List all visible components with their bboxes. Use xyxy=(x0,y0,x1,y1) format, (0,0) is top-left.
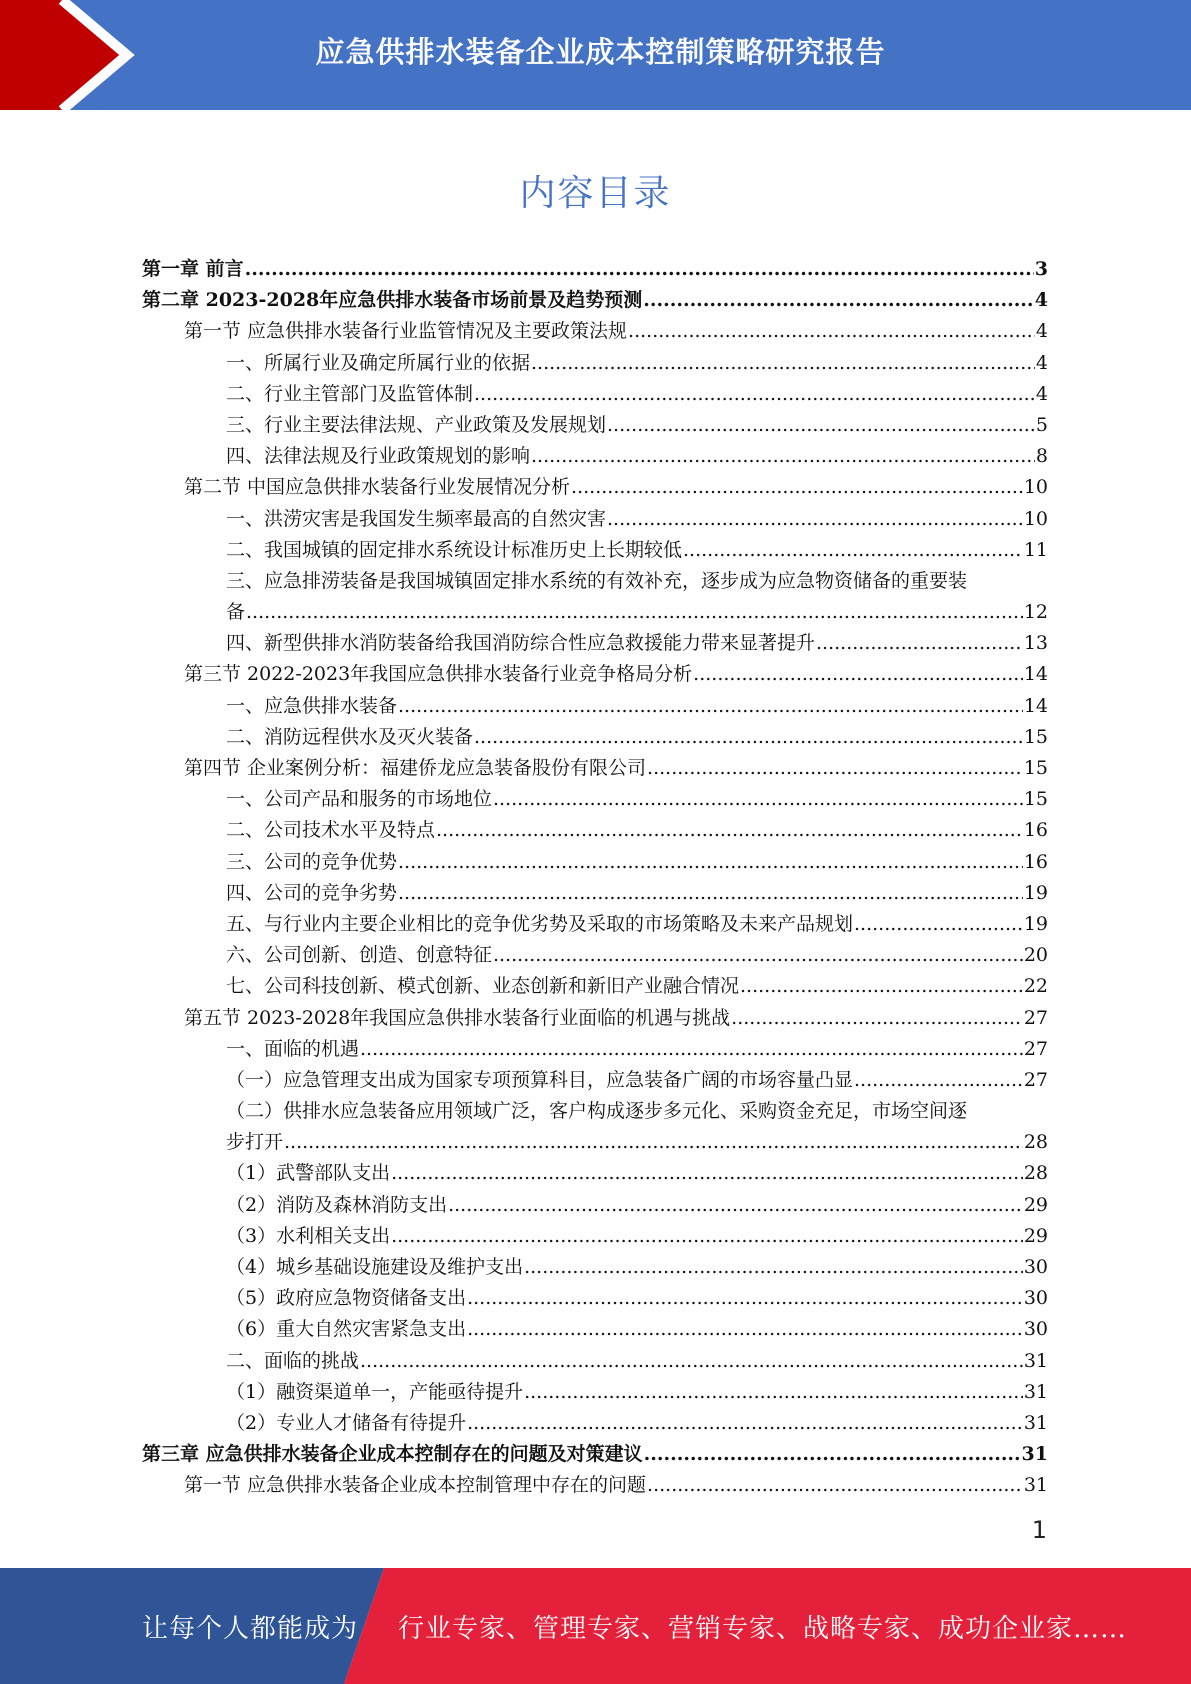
toc-entry[interactable] xyxy=(142,1127,1048,1158)
toc-entry-label: （1）融资渠道单一，产能亟待提升 xyxy=(226,1380,524,1403)
toc-leader-dots xyxy=(391,1158,1023,1189)
toc-entry-page: 28 xyxy=(1023,1162,1048,1185)
toc-entry-page: 10 xyxy=(1023,476,1048,499)
toc-leader-dots xyxy=(740,971,1023,1002)
toc-entry-page: 15 xyxy=(1023,757,1048,779)
toc-entry-label: 一、面临的机遇 xyxy=(226,1037,360,1060)
toc-leader-dots xyxy=(284,1127,1023,1158)
toc-entry-label: 四、新型供排水消防装备给我国消防综合性应急救援能力带来显著提升 xyxy=(226,632,816,655)
toc-leader-dots xyxy=(398,878,1023,909)
toc-entry-page: 31 xyxy=(1023,1349,1048,1372)
toc-leader-dots xyxy=(731,1003,1023,1034)
toc-entry[interactable] xyxy=(142,878,1048,909)
toc-entry[interactable] xyxy=(142,909,1048,940)
toc-entry-page: 30 xyxy=(1023,1287,1048,1310)
toc-entry[interactable] xyxy=(142,1065,1048,1096)
toc-entry[interactable] xyxy=(142,1377,1048,1408)
toc-entry-page: 31 xyxy=(1021,1443,1048,1466)
toc-entry[interactable] xyxy=(142,254,1048,285)
toc-heading: 内容目录 xyxy=(519,173,672,214)
toc-entry-label: 第五节 2023-2028年我国应急供排水装备行业面临的机遇与挑战 xyxy=(184,1006,731,1029)
toc-entry-label: 二、行业主管部门及监管体制 xyxy=(226,382,474,405)
toc-entry-page: 31 xyxy=(1023,1380,1048,1403)
toc-entry[interactable] xyxy=(142,940,1048,971)
toc-entry[interactable] xyxy=(142,441,1048,472)
header-banner xyxy=(0,0,1191,110)
table-of-contents xyxy=(142,254,1048,1502)
toc-leader-dots xyxy=(524,1377,1023,1408)
toc-leader-dots xyxy=(436,815,1023,846)
toc-entry-label: （一）应急管理支出成为国家专项预算科目，应急装备广阔的市场容量凸显 xyxy=(226,1068,854,1091)
toc-entry[interactable] xyxy=(142,1314,1048,1345)
toc-entry[interactable] xyxy=(142,1252,1048,1283)
toc-entry[interactable] xyxy=(142,504,1048,535)
toc-leader-dots xyxy=(391,1221,1023,1252)
toc-entry[interactable] xyxy=(142,1190,1048,1221)
toc-leader-dots xyxy=(854,1065,1023,1096)
page-number: 1 xyxy=(1031,1516,1047,1544)
toc-entry-page: 29 xyxy=(1023,1193,1048,1216)
toc-entry-page: 15 xyxy=(1023,788,1048,811)
toc-entry-page: 3 xyxy=(1034,258,1048,280)
toc-leader-dots xyxy=(643,285,1034,316)
toc-leader-dots xyxy=(647,753,1023,784)
toc-entry[interactable] xyxy=(142,348,1048,379)
toc-entry[interactable] xyxy=(142,1003,1048,1034)
toc-leader-dots xyxy=(607,410,1035,441)
toc-entry-page: 4 xyxy=(1035,351,1048,374)
toc-entry-page: 10 xyxy=(1023,507,1048,530)
toc-entry-label: 二、我国城镇的固定排水系统设计标准历史上长期较低 xyxy=(226,538,683,561)
toc-entry-page: 11 xyxy=(1023,538,1048,561)
toc-entry[interactable] xyxy=(142,1439,1048,1470)
toc-entry[interactable] xyxy=(142,691,1048,722)
toc-entry-label: 二、面临的挑战 xyxy=(226,1349,360,1372)
toc-leader-dots xyxy=(246,597,1023,628)
toc-leader-dots xyxy=(571,472,1023,503)
toc-entry-page: 12 xyxy=(1023,601,1048,624)
report-title: 应急供排水装备企业成本控制策略研究报告 xyxy=(315,35,886,69)
toc-entry-label: 第二章 2023-2028年应急供排水装备市场前景及趋势预测 xyxy=(142,289,643,312)
toc-entry-label: （4）城乡基础设施建设及维护支出 xyxy=(226,1256,524,1278)
toc-leader-dots xyxy=(360,1346,1023,1377)
toc-entry-page: 5 xyxy=(1035,413,1048,436)
toc-entry-page: 28 xyxy=(1023,1131,1048,1154)
toc-entry-page: 16 xyxy=(1023,850,1048,873)
toc-entry[interactable] xyxy=(142,285,1048,316)
toc-entry-label: 二、消防远程供水及灭火装备 xyxy=(226,725,474,748)
toc-entry-page: 27 xyxy=(1023,1006,1048,1029)
toc-leader-dots xyxy=(398,847,1023,878)
toc-entry-page: 13 xyxy=(1023,632,1048,655)
toc-entry-page: 29 xyxy=(1023,1224,1048,1247)
toc-leader-dots xyxy=(647,1470,1023,1501)
toc-entry-label: 五、与行业内主要企业相比的竞争优劣势及采取的市场策略及未来产品规划 xyxy=(226,912,854,935)
footer-banner xyxy=(0,1568,1191,1684)
toc-entry-page: 31 xyxy=(1023,1411,1048,1434)
toc-entry-page: 14 xyxy=(1023,694,1048,717)
toc-entry-page: 31 xyxy=(1023,1474,1048,1497)
toc-leader-dots xyxy=(493,784,1023,815)
toc-leader-dots xyxy=(467,1408,1023,1439)
toc-entry[interactable] xyxy=(142,379,1048,410)
toc-entry-page: 4 xyxy=(1035,320,1048,343)
toc-entry-label: （二）供排水应急装备应用领域广泛，客户构成逐步多元化、采购资金充足，市场空间逐 xyxy=(226,1100,968,1123)
toc-entry[interactable] xyxy=(142,1283,1048,1314)
toc-entry[interactable] xyxy=(142,847,1048,878)
toc-entry-label: 第二节 中国应急供排水装备行业发展情况分析 xyxy=(184,476,571,499)
toc-entry[interactable] xyxy=(142,597,1048,628)
toc-entry-label: 第四节 企业案例分析：福建侨龙应急装备股份有限公司 xyxy=(184,757,647,779)
toc-leader-dots xyxy=(628,316,1035,347)
toc-entry-label: 一、洪涝灾害是我国发生频率最高的自然灾害 xyxy=(226,507,607,530)
toc-leader-dots xyxy=(245,254,1034,285)
toc-entry-page: 30 xyxy=(1023,1318,1048,1341)
toc-leader-dots xyxy=(398,691,1023,722)
toc-entry-page: 4 xyxy=(1034,289,1048,312)
toc-leader-dots xyxy=(683,535,1023,566)
toc-leader-dots xyxy=(467,1314,1023,1345)
toc-entry[interactable] xyxy=(142,1408,1048,1439)
toc-leader-dots xyxy=(854,909,1023,940)
toc-entry-label: （5）政府应急物资储备支出 xyxy=(226,1287,467,1310)
toc-entry[interactable] xyxy=(142,472,1048,503)
toc-leader-dots xyxy=(474,722,1023,753)
toc-entry-label: 七、公司科技创新、模式创新、业态创新和新旧产业融合情况 xyxy=(226,975,740,998)
toc-entry-label: 第一章 前言 xyxy=(142,258,244,280)
toc-leader-dots xyxy=(644,1439,1021,1470)
toc-entry-page: 27 xyxy=(1023,1068,1048,1091)
toc-leader-dots xyxy=(493,940,1023,971)
toc-entry-label: 第一节 应急供排水装备行业监管情况及主要政策法规 xyxy=(184,320,628,343)
toc-entry[interactable] xyxy=(142,1346,1048,1377)
toc-entry[interactable] xyxy=(142,1158,1048,1189)
toc-entry-page: 8 xyxy=(1035,445,1048,468)
toc-leader-dots xyxy=(693,659,1023,690)
toc-entry-page: 14 xyxy=(1023,663,1048,686)
toc-leader-dots xyxy=(607,504,1023,535)
footer-slogan-right: 行业专家、管理专家、营销专家、战略专家、成功企业家…… xyxy=(398,1614,1128,1644)
toc-entry-label: （6）重大自然灾害紧急支出 xyxy=(226,1318,467,1341)
toc-entry-label: （1）武警部队支出 xyxy=(226,1162,391,1185)
toc-entry-page: 30 xyxy=(1023,1256,1048,1278)
toc-leader-dots xyxy=(524,1252,1023,1283)
toc-entry[interactable] xyxy=(142,316,1048,347)
toc-entry[interactable] xyxy=(142,1034,1048,1065)
toc-entry-page: 27 xyxy=(1023,1037,1048,1060)
toc-entry-label-continuation: 步打开 xyxy=(226,1131,284,1154)
toc-entry-page: 20 xyxy=(1023,944,1048,967)
toc-leader-dots xyxy=(467,1283,1023,1314)
toc-entry-page: 15 xyxy=(1023,725,1048,748)
toc-entry-label: 四、法律法规及行业政策规划的影响 xyxy=(226,445,531,468)
toc-entry-page: 19 xyxy=(1023,912,1048,935)
toc-entry-page: 22 xyxy=(1023,975,1048,998)
toc-entry[interactable] xyxy=(142,535,1048,566)
toc-entry[interactable] xyxy=(142,1221,1048,1252)
toc-entry[interactable] xyxy=(142,659,1048,690)
toc-entry[interactable] xyxy=(142,753,1048,784)
toc-entry[interactable] xyxy=(142,722,1048,753)
toc-entry-label: 四、公司的竞争劣势 xyxy=(226,881,398,904)
toc-entry-label: 一、所属行业及确定所属行业的依据 xyxy=(226,351,531,374)
toc-entry-label-continuation: 备 xyxy=(226,601,246,624)
toc-entry[interactable] xyxy=(142,784,1048,815)
toc-leader-dots xyxy=(531,348,1035,379)
toc-entry-label: 三、应急排涝装备是我国城镇固定排水系统的有效补充，逐步成为应急物资储备的重要装 xyxy=(226,569,968,592)
toc-entry-page: 16 xyxy=(1023,819,1048,842)
toc-leader-dots xyxy=(360,1034,1023,1065)
toc-entry[interactable] xyxy=(142,628,1048,659)
toc-entry[interactable] xyxy=(142,971,1048,1002)
toc-entry-label: 第一节 应急供排水装备企业成本控制管理中存在的问题 xyxy=(184,1474,647,1497)
toc-leader-dots xyxy=(531,441,1035,472)
toc-entry-label: 三、行业主要法律法规、产业政策及发展规划 xyxy=(226,413,607,436)
toc-entry[interactable] xyxy=(142,1470,1048,1501)
toc-entry-page: 19 xyxy=(1023,881,1048,904)
toc-entry-label: 一、公司产品和服务的市场地位 xyxy=(226,788,493,811)
toc-entry-label: 二、公司技术水平及特点 xyxy=(226,819,436,842)
toc-entry-label: （2）专业人才储备有待提升 xyxy=(226,1411,467,1434)
toc-leader-dots xyxy=(816,628,1023,659)
toc-entry-label: 第三节 2022-2023年我国应急供排水装备行业竞争格局分析 xyxy=(184,663,693,686)
toc-entry[interactable] xyxy=(142,815,1048,846)
toc-entry-label: 一、应急供排水装备 xyxy=(226,694,398,717)
toc-entry-label: 六、公司创新、创造、创意特征 xyxy=(226,944,493,967)
toc-entry[interactable] xyxy=(142,410,1048,441)
footer-slogan-left: 让每个人都能成为 xyxy=(142,1614,359,1644)
toc-entry-label: （3）水利相关支出 xyxy=(226,1224,391,1247)
toc-entry-page: 4 xyxy=(1035,382,1048,405)
toc-leader-dots xyxy=(448,1190,1023,1221)
toc-entry-label: 三、公司的竞争优势 xyxy=(226,850,398,873)
toc-entry-label: 第三章 应急供排水装备企业成本控制存在的问题及对策建议 xyxy=(142,1443,643,1466)
toc-entry-label: （2）消防及森林消防支出 xyxy=(226,1193,448,1216)
toc-leader-dots xyxy=(474,379,1035,410)
